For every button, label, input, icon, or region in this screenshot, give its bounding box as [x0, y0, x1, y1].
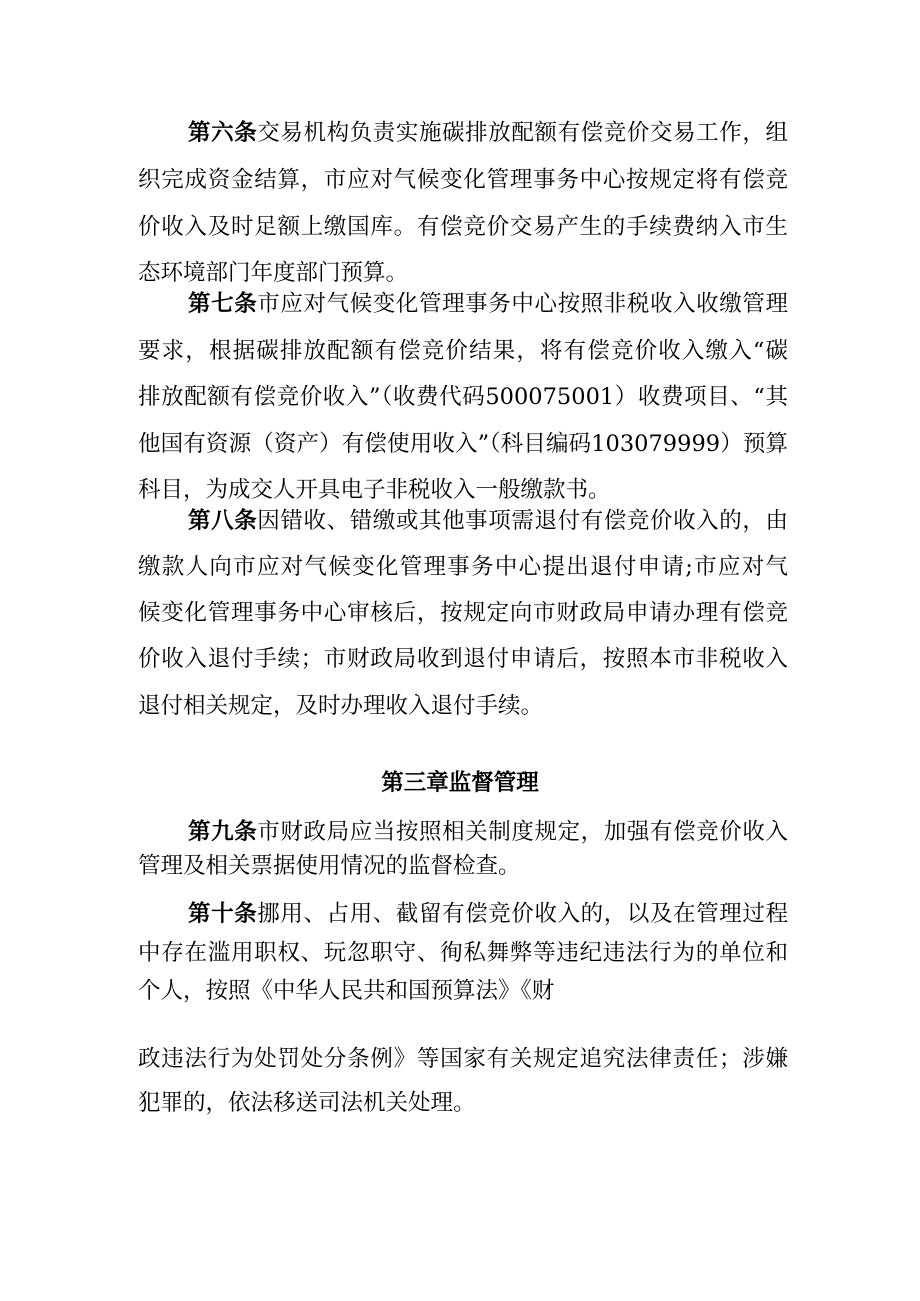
article-7-line-2: 要求，根据碳排放配额有偿竞价结果，将有偿竞价收入缴入“碳	[138, 338, 788, 364]
article-9-label: 第九条	[188, 819, 258, 845]
article-7-line-3: 排放配额有偿竞价收入”（收费代码500075001）收费项目、“其	[138, 384, 788, 410]
article-10-line-4: 政违法行为处罚处分条例》等国家有关规定追究法律责任；涉嫌	[138, 1046, 788, 1072]
article-7-line-5: 科目，为成交人开具电子非税收入一般缴款书。	[138, 477, 611, 503]
article-10-line-5: 犯罪的，依法移送司法机关处理。	[138, 1090, 476, 1116]
chapter-heading: 第三章监督管理	[381, 770, 539, 796]
article-10-line-2: 中存在滥用职权、玩忽职守、徇私舞弊等违纪违法行为的单位和	[138, 940, 788, 966]
article-6-line-4: 态环境部门年度部门预算。	[138, 260, 409, 286]
article-10-line-3: 个人，按照《中华人民共和国预算法》《财	[138, 978, 555, 1004]
article-8-line-1: 第八条因错收、错缴或其他事项需退付有偿竞价收入的，由	[188, 508, 788, 534]
article-8-label: 第八条	[188, 508, 258, 534]
article-8-line-4: 价收入退付手续；市财政局收到退付申请后，按照本市非税收入	[138, 646, 788, 672]
article-7-line-1: 第七条市应对气候变化管理事务中心按照非税收入收缴管理	[188, 291, 788, 317]
article-8-line-5: 退付相关规定，及时办理收入退付手续。	[138, 693, 544, 719]
article-6-line-3: 价收入及时足额上缴国库。有偿竞价交易产生的手续费纳入市生	[138, 214, 788, 240]
article-7-label: 第七条	[188, 291, 258, 317]
article-9-line-1: 第九条市财政局应当按照相关制度规定，加强有偿竞价收入	[188, 819, 788, 845]
article-6-label: 第六条	[188, 120, 258, 146]
article-6-line-1: 第六条交易机构负责实施碳排放配额有偿竞价交易工作，组	[188, 120, 788, 146]
article-7-line-4: 他国有资源（资产）有偿使用收入”（科目编码103079999）预算	[138, 431, 788, 457]
article-10-label: 第十条	[188, 901, 258, 927]
article-8-line-2: 缴款人向市应对气候变化管理事务中心提出退付申请;市应对气	[138, 554, 788, 580]
article-9-line-2: 管理及相关票据使用情况的监督检查。	[138, 853, 521, 879]
article-10-line-1: 第十条挪用、占用、截留有偿竞价收入的，以及在管理过程	[188, 901, 788, 927]
article-6-line-2: 织完成资金结算，市应对气候变化管理事务中心按规定将有偿竞	[138, 167, 788, 193]
article-8-line-3: 候变化管理事务中心审核后，按规定向市财政局申请办理有偿竞	[138, 600, 788, 626]
